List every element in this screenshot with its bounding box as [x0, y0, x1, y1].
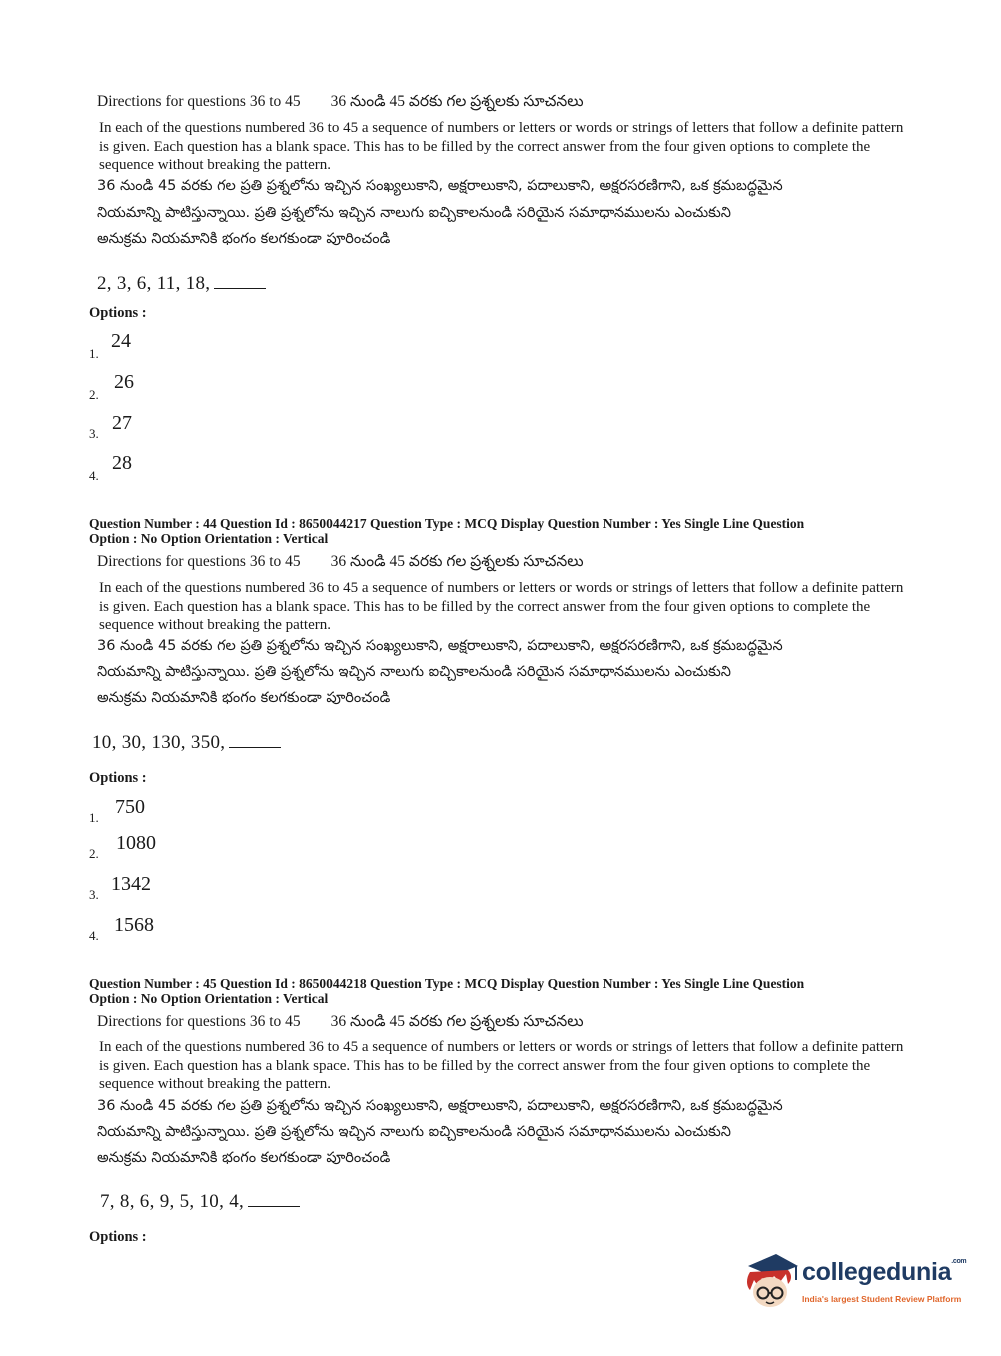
option-number: 2.	[89, 387, 99, 402]
directions-te: 36 నుండి 45 వరకు గల ప్రశ్నలకు సూచనలు	[330, 553, 584, 570]
answer-blank	[214, 272, 266, 289]
directions-paragraph: In each of the questions numbered 36 to 45 a sequence of numbers or letters or words or strings of letters that follow a definite pattern is given. Each question has a blank space. This has to be filled by the correct answer from the four given options to complete the sequence without breaking the pattern.	[99, 120, 904, 173]
directions-te: 36 నుండి 45 వరకు గల ప్రశ్నలకు సూచనలు	[330, 93, 584, 110]
meta-line-1: Question Number : 45 Question Id : 8650044218 Question Type : MCQ Display Question Number : Yes Single Line Question	[89, 976, 805, 991]
answer-blank	[248, 1190, 300, 1207]
telugu-line-2: నియమాన్ని పాటిస్తున్నాయి. ప్రతి ప్రశ్నలోను ఇచ్చిన నాలుగు ఐచ్చికాలనుండి సరియైన సమాధానములను ఎంచుకుని	[97, 1124, 731, 1140]
telugu-line-1: 36 నుండి 45 వరకు గల ప్రతి ప్రశ్నలోను ఇచ్చిన సంఖ్యలుకాని, అక్షరాలుకాని, పదాలుకాని, అక్షరసరణిగాని, ఒక క్రమబద్ధమైన	[97, 638, 783, 654]
option-value: 1568	[114, 914, 154, 936]
directions-paragraph: In each of the questions numbered 36 to 45 a sequence of numbers or letters or words or strings of letters that follow a definite pattern is given. Each question has a blank space. This has to be filled by the correct answer from the four given options to complete the sequence without breaking the pattern.	[99, 1039, 904, 1092]
directions-te: 36 నుండి 45 వరకు గల ప్రశ్నలకు సూచనలు	[330, 1013, 584, 1030]
option-value: 26	[114, 371, 134, 393]
question-sequence	[97, 272, 266, 295]
telugu-line-2: నియమాన్ని పాటిస్తున్నాయి. ప్రతి ప్రశ్నలోను ఇచ్చిన నాలుగు ఐచ్చికాలనుండి సరియైన సమాధానములను ఎంచుకుని	[97, 205, 731, 221]
question-sequence	[92, 731, 281, 754]
meta-line-2: Option : No Option Orientation : Vertical	[89, 991, 329, 1006]
directions-heading	[97, 553, 584, 574]
brand-tagline: India's largest Student Review Platform	[802, 1294, 962, 1304]
option-value: 750	[115, 796, 145, 818]
options-label: Options :	[89, 1229, 147, 1245]
options-label: Options :	[89, 770, 147, 786]
telugu-line-2: నియమాన్ని పాటిస్తున్నాయి. ప్రతి ప్రశ్నలోను ఇచ్చిన నాలుగు ఐచ్చికాలనుండి సరియైన సమాధానములను ఎంచుకుని	[97, 664, 731, 680]
meta-line-2: Option : No Option Orientation : Vertical	[89, 531, 329, 546]
option-number: 3.	[89, 426, 99, 441]
option-number: 1.	[89, 810, 99, 825]
option-value: 24	[111, 330, 131, 352]
sequence-text: 10, 30, 130, 350,	[92, 732, 226, 753]
option-number: 2.	[89, 846, 99, 861]
question-meta	[89, 516, 909, 546]
options-label: Options :	[89, 305, 147, 321]
telugu-line-1: 36 నుండి 45 వరకు గల ప్రతి ప్రశ్నలోను ఇచ్చిన సంఖ్యలుకాని, అక్షరాలుకాని, పదాలుకాని, అక్షరసరణిగాని, ఒక క్రమబద్ధమైన	[97, 1098, 783, 1114]
option-number: 1.	[89, 346, 99, 361]
directions-en: Directions for questions 36 to 45	[97, 93, 301, 110]
directions-paragraph: In each of the questions numbered 36 to 45 a sequence of numbers or letters or words or strings of letters that follow a definite pattern is given. Each question has a blank space. This has to be filled by the correct answer from the four given options to complete the sequence without breaking the pattern.	[99, 580, 904, 633]
option-value: 1342	[111, 873, 151, 895]
answer-blank	[229, 731, 281, 748]
telugu-line-3: అనుక్రమ నియమానికి భంగం కలగకుండా పూరించండి	[97, 1150, 391, 1166]
question-meta	[89, 976, 909, 1006]
brand-name	[802, 1258, 966, 1287]
option-number: 4.	[89, 928, 99, 943]
meta-line-1: Question Number : 44 Question Id : 8650044217 Question Type : MCQ Display Question Number : Yes Single Line Question	[89, 516, 805, 531]
option-number: 4.	[89, 468, 99, 483]
brand-suffix: .com	[951, 1258, 967, 1265]
sequence-text: 7, 8, 6, 9, 5, 10, 4,	[100, 1191, 245, 1212]
brand-text: collegedunia	[802, 1258, 952, 1286]
directions-en: Directions for questions 36 to 45	[97, 553, 301, 570]
directions-heading	[97, 1013, 584, 1034]
telugu-line-1: 36 నుండి 45 వరకు గల ప్రతి ప్రశ్నలోను ఇచ్చిన సంఖ్యలుకాని, అక్షరాలుకాని, పదాలుకాని, అక్షరసరణిగాని, ఒక క్రమబద్ధమైన	[97, 178, 783, 194]
option-value: 1080	[116, 832, 156, 854]
option-value: 27	[112, 412, 132, 434]
question-sequence	[100, 1190, 300, 1213]
sequence-text: 2, 3, 6, 11, 18,	[97, 273, 211, 294]
option-value: 28	[112, 452, 132, 474]
telugu-line-3: అనుక్రమ నియమానికి భంగం కలగకుండా పూరించండి	[97, 690, 391, 706]
mascot-icon	[740, 1250, 802, 1312]
collegedunia-logo[interactable]	[740, 1250, 970, 1312]
telugu-line-3: అనుక్రమ నియమానికి భంగం కలగకుండా పూరించండి	[97, 231, 391, 247]
directions-en: Directions for questions 36 to 45	[97, 1013, 301, 1030]
directions-heading	[97, 93, 584, 114]
option-number: 3.	[89, 887, 99, 902]
